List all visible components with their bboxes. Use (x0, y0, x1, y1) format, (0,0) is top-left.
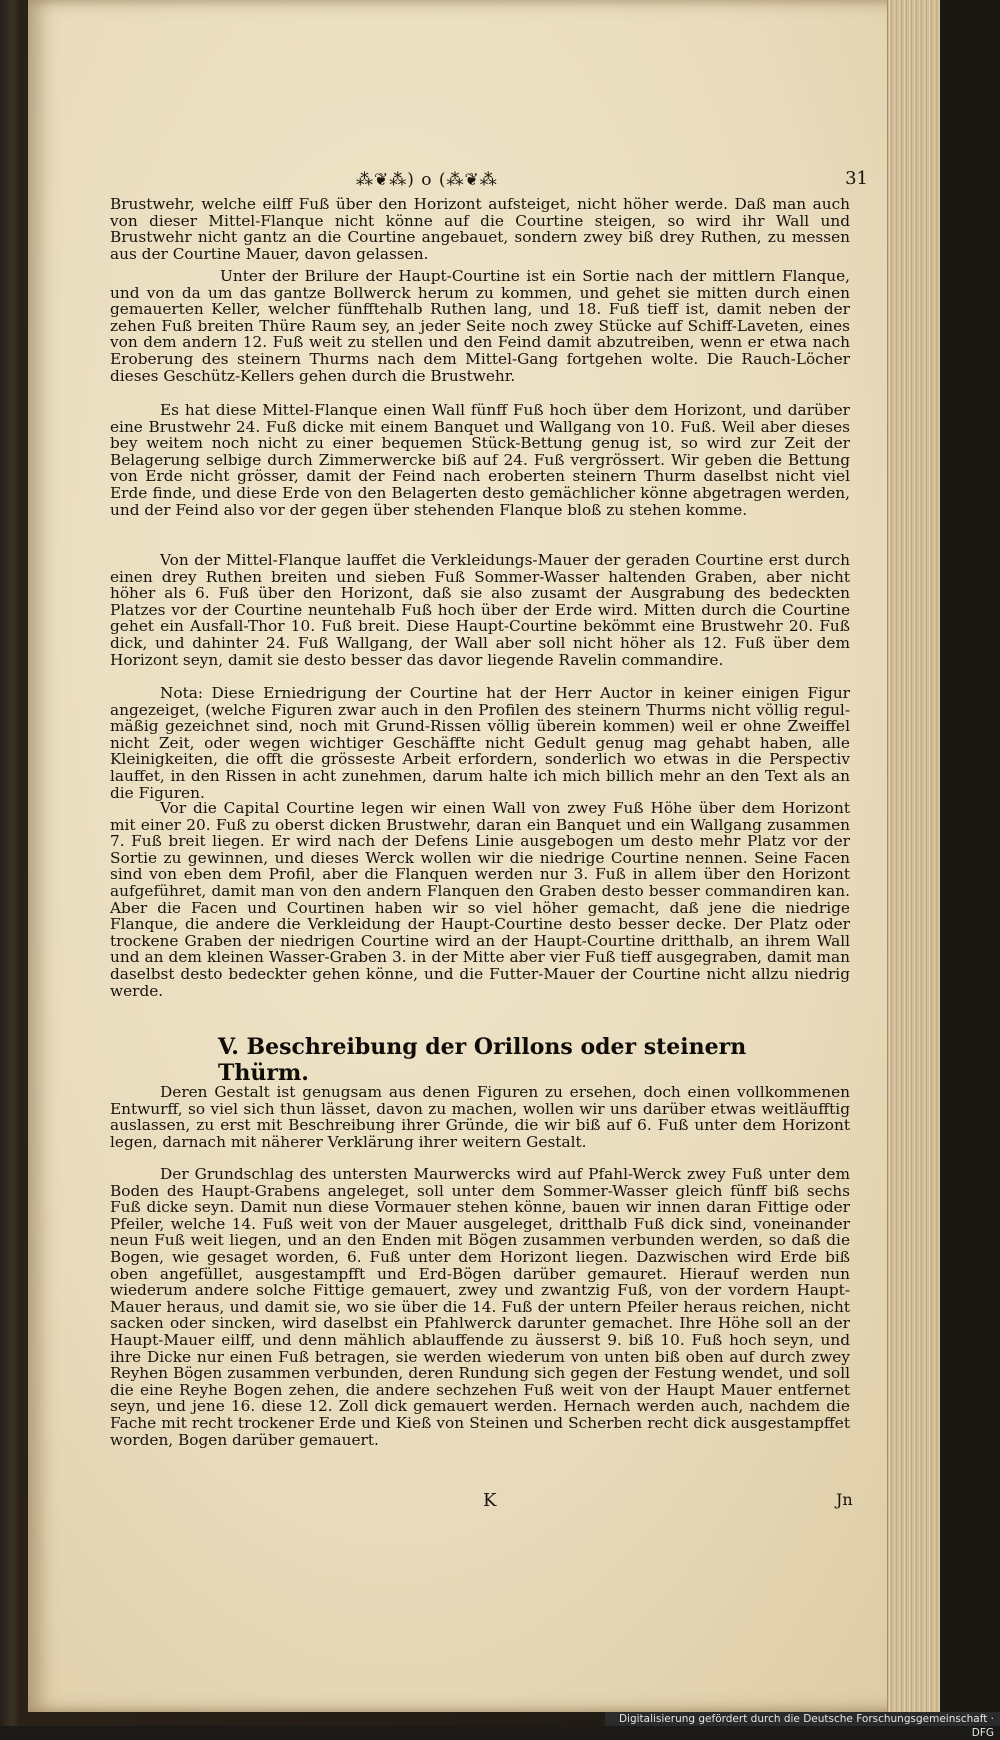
section-heading: V. Beschreibung der Orillons oder steinern Thürm. (218, 1034, 778, 1086)
paragraph-3: Es hat diese Mittel-Flanque einen Wall fünff Fuß hoch über dem Horizont, und darüber eine Brustwehr 24. Fuß dicke mit einem Banquet und Wallgang von 10. Fuß. Weil aber dieses bey weitem noch nicht zu einer bequemen Stück-Bettung genug ist, so wird zur Zeit der Belagerung selbige durch Zimmerwercke biß auf 24. Fuß vergrössert. Wir geben die Bettung von Erde nicht grösser, damit der Feind nach eroberten steinern Thurm daselbst nicht viel Erde finde, und diese Erde von den Belagerten desto gemächlicher könne abgetragen werden, und der Feind also vor der gegen über stehenden Flanque bloß zu stehen komme. (110, 402, 850, 518)
running-header (88, 170, 868, 192)
signature-mark: K (483, 1490, 496, 1511)
book-page (28, 0, 940, 1712)
catchword: Jn (836, 1490, 853, 1509)
paragraph-4: Von der Mittel-Flanque lauffet die Verkleidungs-Mauer der geraden Courtine erst durch einen drey Ruthen breiten und sieben Fuß Sommer-Wasser haltenden Graben, aber nicht höher als 6. Fuß über den Horizont, daß sie also zusamt der Ausgrabung des bedeckten Platzes vor der Courtine neuntehalb Fuß hoch über der Erde wird. Mitten durch die Courtine gehet ein Ausfall-Thor 10. Fuß breit. Diese Haupt-Courtine bekömmt eine Brustwehr 20. Fuß dick, und dahinter 24. Fuß Wallgang, der Wall aber soll nicht höher als 12. Fuß über dem Horizont seyn, damit sie desto besser das davor liegende Ravelin commandire. (110, 552, 850, 668)
page-number: 31 (845, 168, 868, 189)
digitization-credit-bar: Digitalisierung gefördert durch die Deutsche Forschungsgemeinschaft · (605, 1712, 1000, 1726)
section-paragraph-2: Der Grundschlag des untersten Maurwercks wird auf Pfahl-Werck zwey Fuß unter dem Boden des Haupt-Grabens angeleget, soll unter dem Sommer-Wasser gleich fünff biß sechs Fuß dicke seyn. Damit nun diese Vormauer stehen könne, bauen wir innen daran Fittige oder Pfeiler, welche 14. Fuß weit von der Mauer ausgeleget, dritthalb Fuß dick sind, voneinander neun Fuß weit liegen, und an den Enden mit Bögen zusammen verbunden werden, so daß die Bogen, wie gesaget worden, 6. Fuß unter dem Horizont liegen. Dazwischen wird Erde biß oben angefüllet, ausgestampfft und Erd-Bögen darüber gemauret. Hierauf werden nun wiederum andere solche Fittige gemauert, zwey und zwantzig Fuß, von der vordern Haupt-Mauer heraus, und damit sie, wo sie über die 14. Fuß der untern Pfeiler heraus reichen, nicht sacken oder sincken, wird daselbst ein Pfahlwerck darunter gemachet. Ihre Höhe soll an der Haupt-Mauer eilff, und denn mählich ablauffende zu äusserst 9. biß 10. Fuß hoch seyn, und ihre Dicke nur einen Fuß betragen, sie werden wiederum von unten biß oben auf durch zwey Reyhen Bögen zusammen verbunden, deren Rundung sich gegen der Festung wendet, und soll die eine Reyhe Bogen zehen, die andere sechzehen Fuß weit von der Haupt Mauer entfernet seyn, und jene 16. diese 12. Zoll dick gemauert werden. Hernach werden auch, nachdem die Fache mit recht trockener Erde und Kieß von Steinen und Scherben recht dick ausgestampffet worden, Bogen darüber gemauert. (110, 1166, 850, 1448)
paragraph-5: Vor die Capital Courtine legen wir einen Wall von zwey Fuß Höhe über dem Horizont mit einer 20. Fuß zu oberst dicken Brustwehr, daran ein Banquet und ein Wallgang zusammen 7. Fuß breit liegen. Er wird nach der Defens Linie ausgebogen um desto mehr Platz vor der Sortie zu gewinnen, und dieses Werck wollen wir die niedrige Courtine nennen. Seine Facen sind von eben dem Profil, aber die Flanquen werden nur 3. Fuß in allem über den Horizont aufgeführet, damit man von den andern Flanquen den Graben desto besser commandiren kan. Aber die Facen und Courtinen haben wir so viel höher gemacht, daß jene die niedrige Flanque, die andere die Verkleidung der Haupt-Courtine desto besser decke. Der Platz oder trockene Graben der niedrigen Courtine wird an der Haupt-Courtine dritthalb, an ihrem Wall und an dem kleinen Wasser-Graben 3. in der Mitte aber vier Fuß tieff ausgegraben, damit man daselbst desto bedeckter gehen könne, und die Futter-Mauer der Courtine nicht allzu niedrig werde. (110, 800, 850, 999)
paragraph-1: Brustwehr, welche eilff Fuß über den Horizont aufsteiget, nicht höher werde. Daß man auch von dieser Mittel-Flanque nicht könne auf die Courtine steigen, so wird ihr Wall und Brustwehr nicht gantz an die Courtine angebauet, sondern zwey biß drey Ruthen, zu messen aus der Courtine Mauer, davon gelassen. (110, 196, 850, 262)
section-paragraph-1: Deren Gestalt ist genugsam aus denen Figuren zu ersehen, doch einen vollkommenen Entwurff, so viel sich thun lässet, davon zu machen, wollen wir uns darüber etwas weitläufftig auslassen, zu erst mit Beschreibung ihrer Gründe, die wir biß auf 6. Fuß unter dem Horizont legen, darnach mit näherer Verklärung ihrer weitern Gestalt. (110, 1084, 850, 1150)
header-ornament: ⁂❦⁂) o (⁂❦⁂ (356, 170, 498, 190)
paragraph-nota: Nota: Diese Erniedrigung der Courtine hat der Herr Auctor in keiner einigen Figur angezeiget, (welche Figuren zwar auch in den Profilen des steinern Thurms nicht völlig regul-mäßig gezeichnet sind, noch mit Grund-Rissen völlig überein kommen) weil er ohne Zweiffel nicht Zeit, oder wegen wichtiger Geschäffte nicht Gedult genug mag gehabt haben, alle Kleinigkeiten, die offt die grösseste Arbeit erfordern, sonderlich wo etwas in die Perspectiv lauffet, in den Rissen in acht zunehmen, darum halte ich mich billich mehr an den Text als an die Figuren. (110, 685, 850, 801)
page-edges (887, 0, 940, 1712)
paragraph-2: Unter der Brilure der Haupt-Courtine ist ein Sortie nach der mittlern Flanque, und von da um das gantze Bollwerck herum zu kommen, und gehet sie mitten durch einen gemauerten Keller, welcher fünfftehalb Ruthen lang, und 18. Fuß tieff ist, damit neben der zehen Fuß breiten Thüre Raum sey, an jeder Seite noch zwey Stücke auf Schiff-Laveten, eines von dem andern 12. Fuß weit zu stellen und den Feind damit abzutreiben, wenn er etwa nach Eroberung des steinern Thurms nach dem Mittel-Gang fortgehen wolte. Die Rauch-Löcher dieses Geschütz-Kellers gehen durch die Brustwehr. (110, 268, 850, 384)
